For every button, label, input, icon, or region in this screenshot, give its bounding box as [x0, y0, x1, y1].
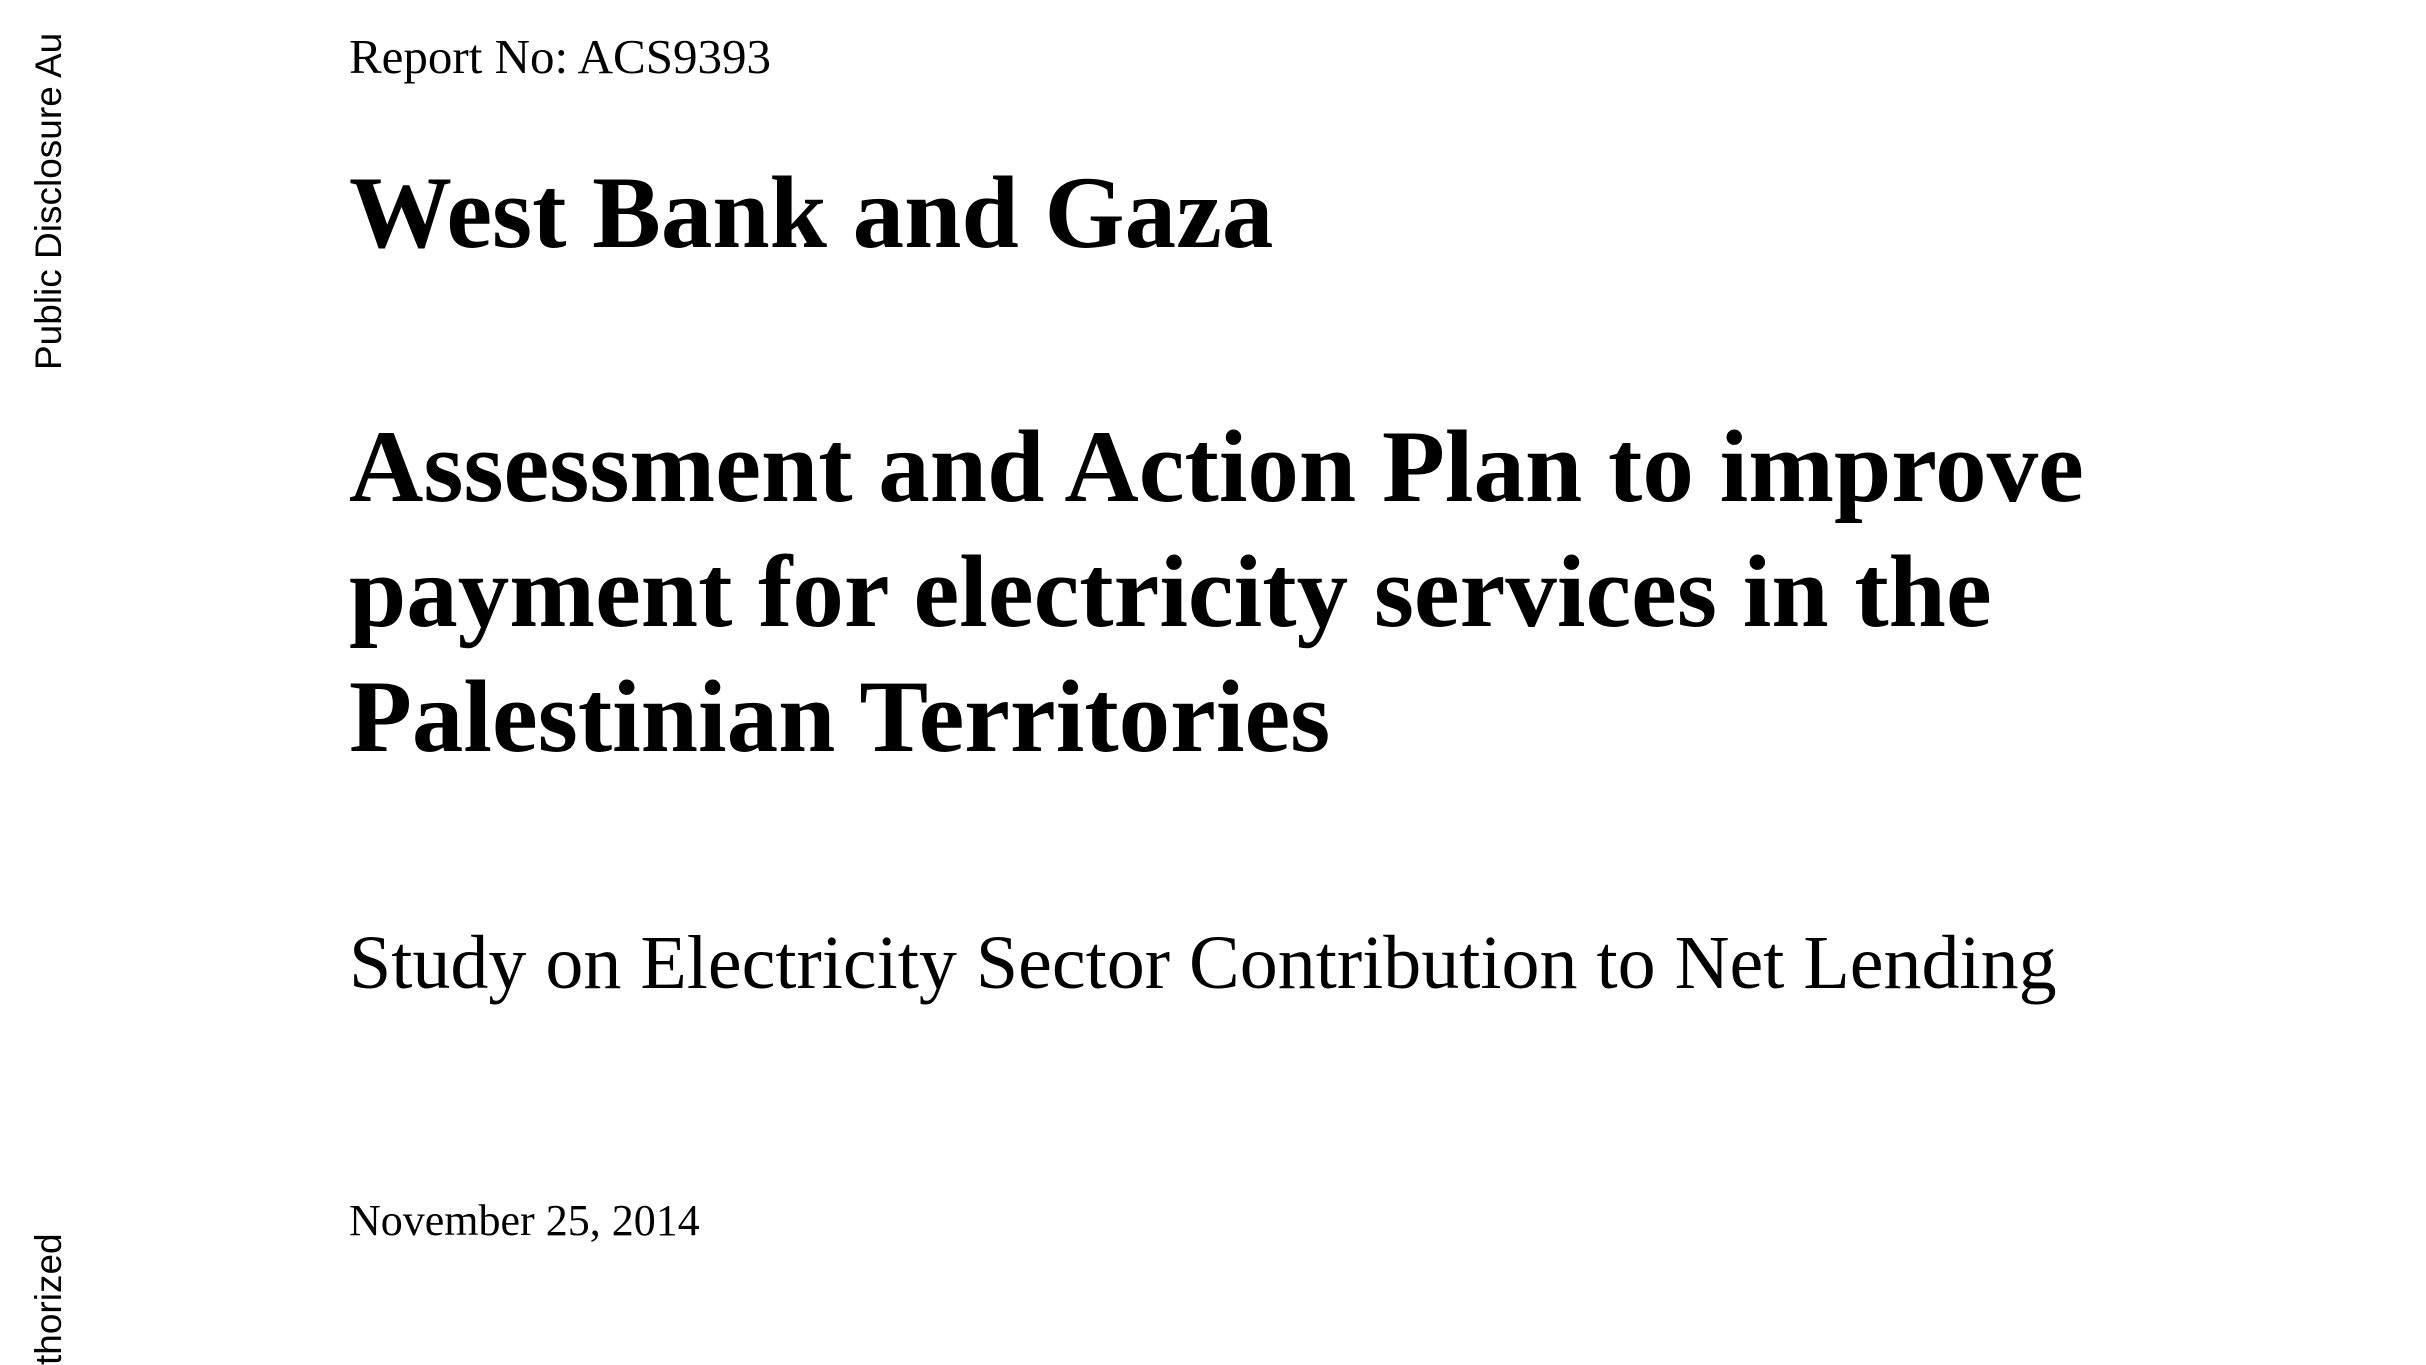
report-title-line-3: Palestinian Territories: [349, 660, 1331, 774]
report-number: Report No: ACS9393: [349, 29, 771, 84]
report-title-line-1: Assessment and Action Plan to improve: [349, 410, 2084, 524]
disclosure-watermark-bottom: thorized: [28, 1233, 69, 1365]
report-title: [349, 405, 2349, 780]
report-title-line-2: payment for electricity services in the: [349, 535, 1992, 649]
report-subtitle: Study on Electricity Sector Contribution to Net Lending: [349, 921, 2057, 1005]
report-date: November 25, 2014: [349, 1196, 700, 1245]
country-heading: West Bank and Gaza: [349, 156, 1274, 270]
disclosure-watermark-top: Public Disclosure Au: [28, 32, 69, 370]
